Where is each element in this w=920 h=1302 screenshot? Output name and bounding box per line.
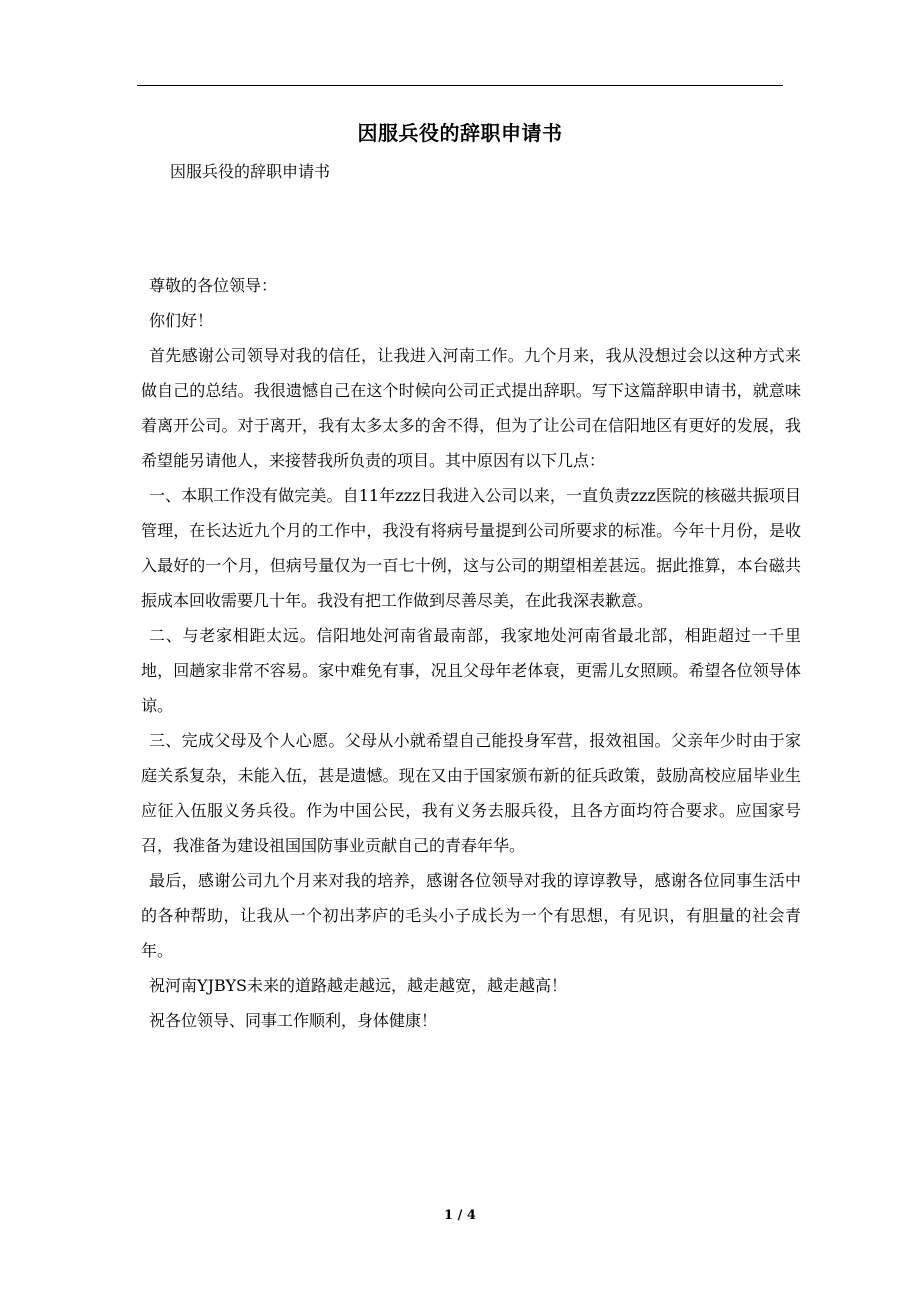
closing-wish: 祝各位领导、同事工作顺利，身体健康！: [149, 1011, 438, 1030]
closing-wish: 祝河南YJBYS未来的道路越走越远，越走越宽，越走越高！: [149, 976, 567, 995]
document-subtitle: 因服兵役的辞职申请书: [170, 162, 331, 181]
body-paragraph: 最后，感谢公司九个月来对我的培养，感谢各位领导对我的谆谆教导，感谢各位同事生活中的各种帮助，让我从一个初出茅庐的毛头小子成长为一个有思想，有见识，有胆量的社会青年。: [141, 871, 801, 960]
greeting: 你们好！: [149, 311, 214, 330]
salutation: 尊敬的各位领导：: [149, 276, 278, 295]
body-paragraph: 一、本职工作没有做完美。自11年zzz日我进入公司以来，一直负责zzz医院的核磁共振项目管理，在长达近九个月的工作中，我没有将病号量提到公司所要求的标准。今年十月份，是收入最好的一个月，但病号量仅为一百七十例，这与公司的期望相差甚远。据此推算，本台磁共振成本回收需要几十年。我没有把工作做到尽善尽美，在此我深表歉意。: [141, 486, 801, 610]
header-rule: [137, 85, 783, 86]
document-title: 因服兵役的辞职申请书: [357, 121, 563, 145]
body-paragraph: 首先感谢公司领导对我的信任，让我进入河南工作。九个月来，我从没想过会以这种方式来做自己的总结。我很遗憾自己在这个时候向公司正式提出辞职。写下这篇辞职申请书，就意味着离开公司。对于离开，我有太多太多的舍不得，但为了让公司在信阳地区有更好的发展，我希望能另请他人，来接替我所负责的项目。其中原因有以下几点：: [141, 346, 801, 470]
body-paragraph: 二、与老家相距太远。信阳地处河南省最南部，我家地处河南省最北部，相距超过一千里地，回趟家非常不容易。家中难免有事，况且父母年老体衰，更需儿女照顾。希望各位领导体谅。: [141, 626, 801, 715]
document-body: [141, 268, 801, 1038]
page-number: 1 / 4: [444, 1208, 476, 1223]
body-paragraph: 三、完成父母及个人心愿。父母从小就希望自己能投身军营，报效祖国。父亲年少时由于家庭关系复杂，未能入伍，甚是遗憾。现在又由于国家颁布新的征兵政策，鼓励高校应届毕业生应征入伍服义务兵役。作为中国公民，我有义务去服兵役，且各方面均符合要求。应国家号召，我准备为建设祖国国防事业贡献自己的青春年华。: [141, 731, 801, 855]
